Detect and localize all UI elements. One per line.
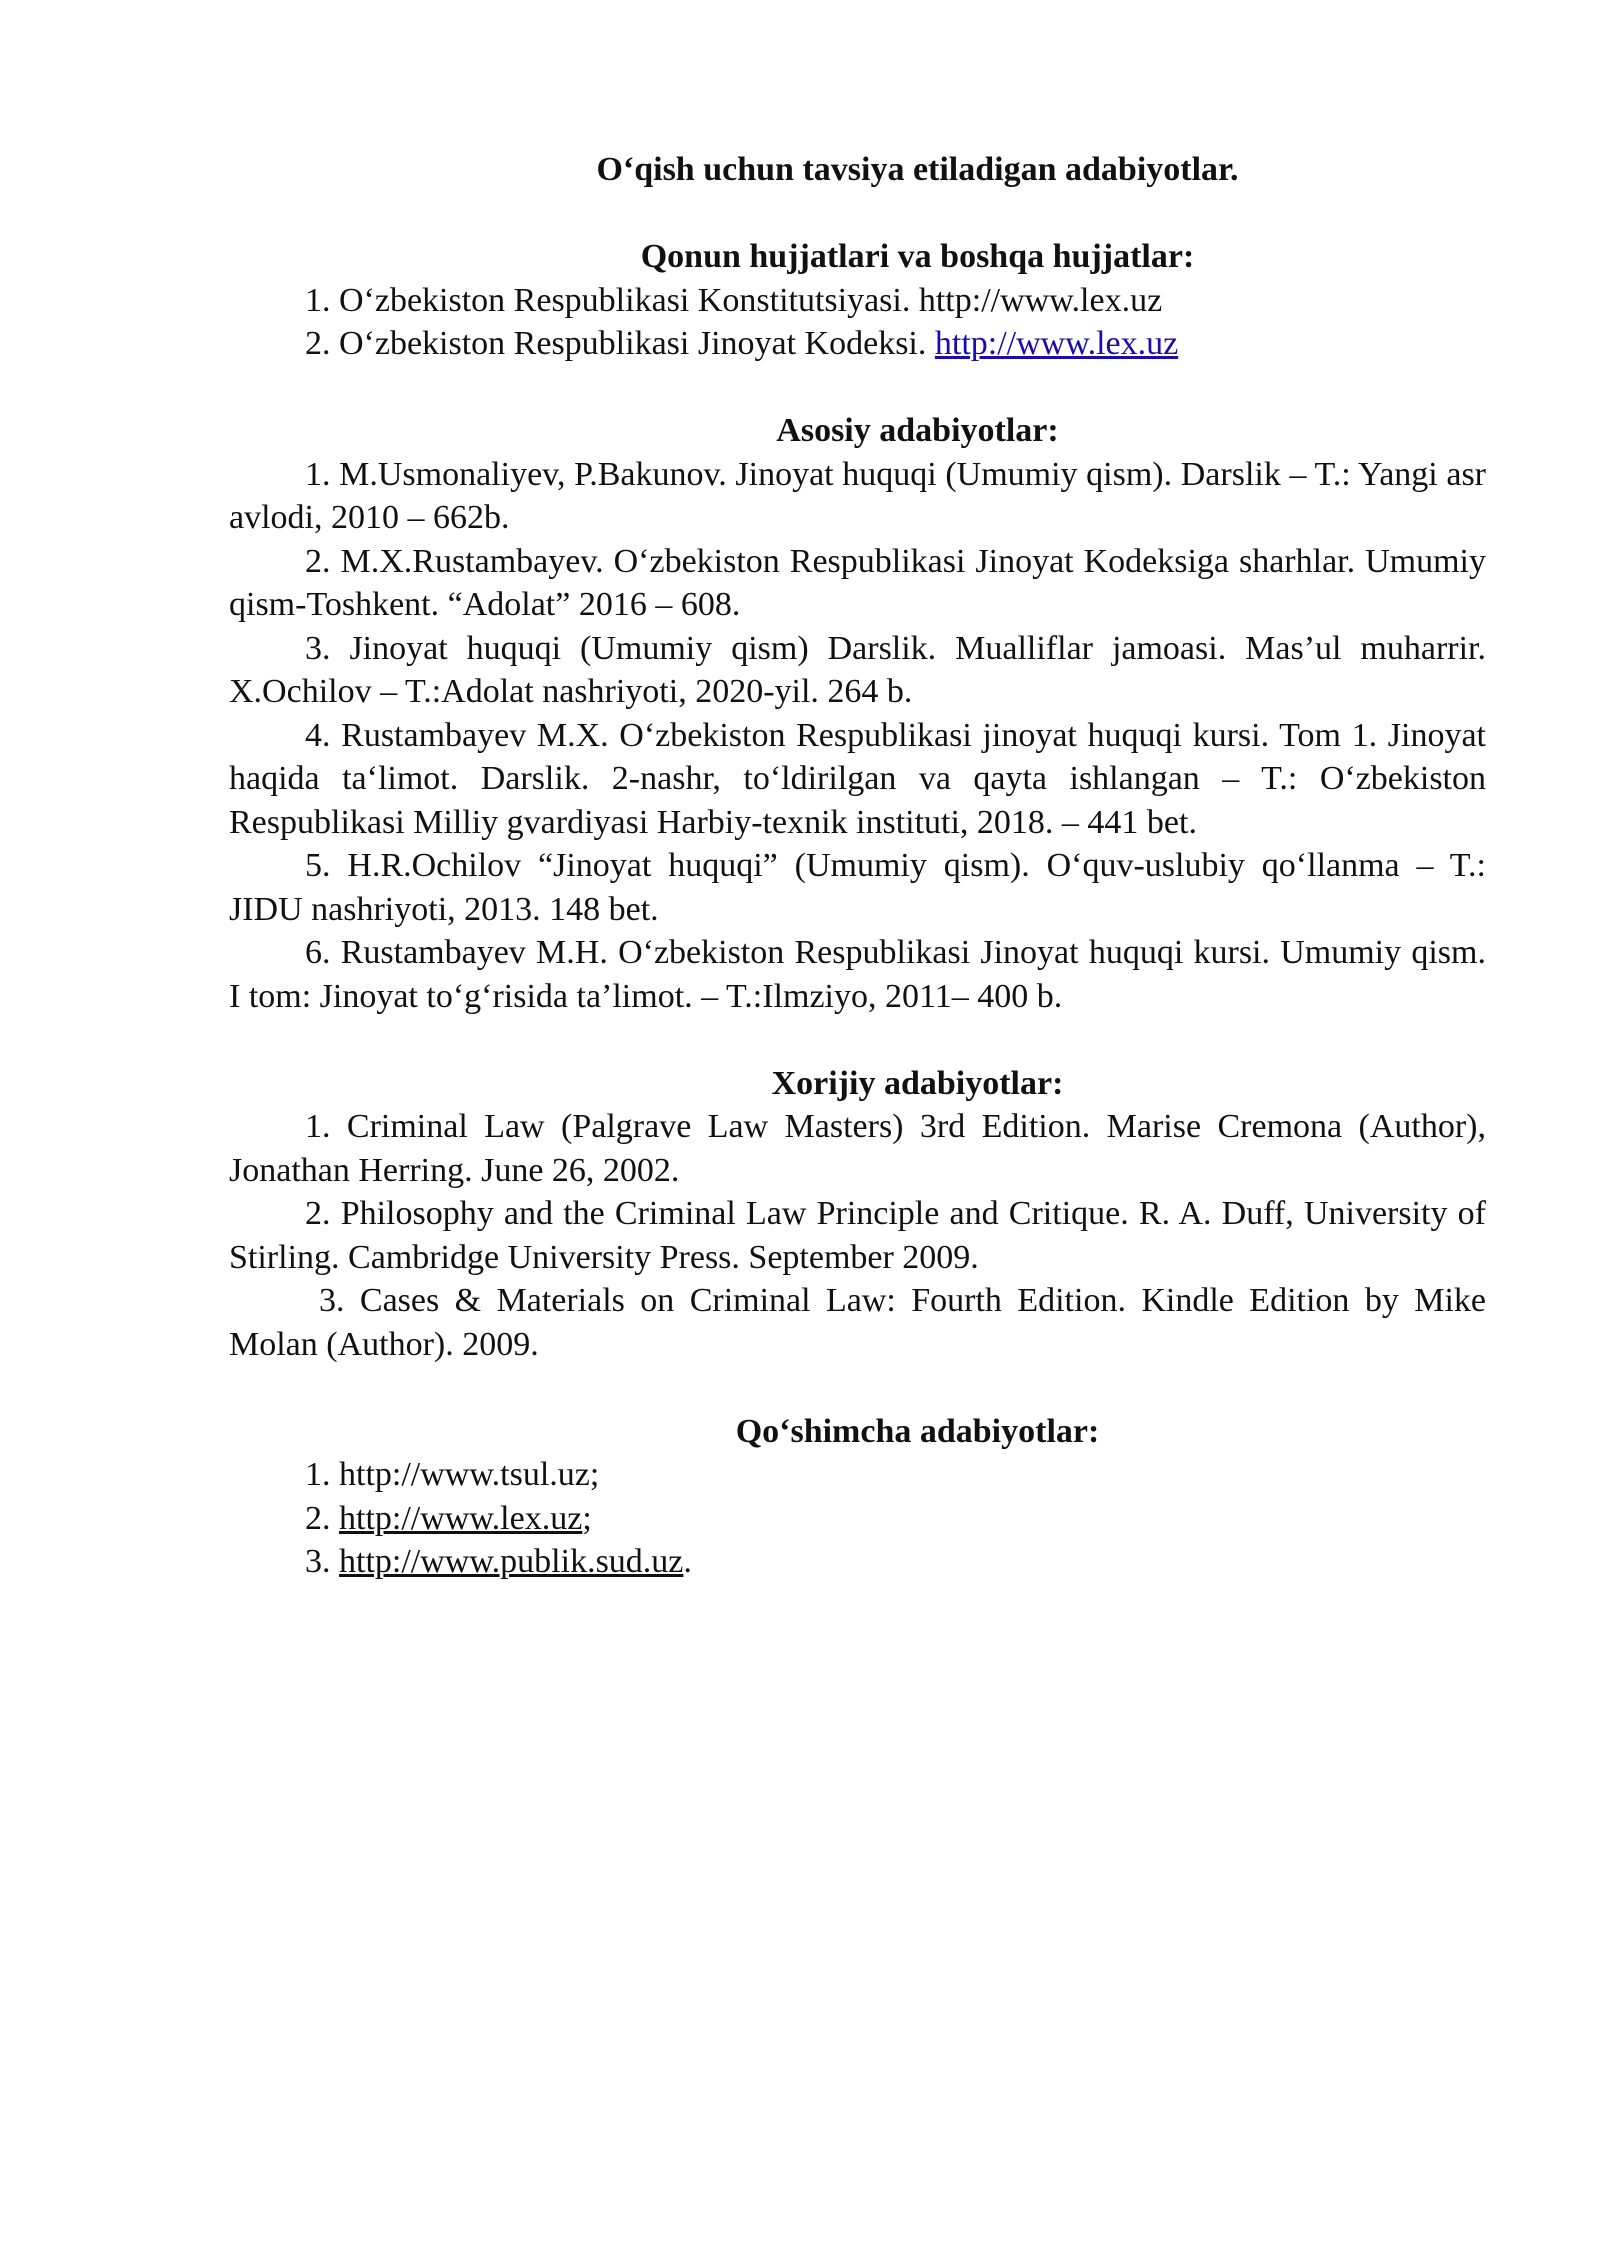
spacer [229, 192, 1486, 236]
main-lit-item-3: 3. Jinoyat huquqi (Umumiy qism) Darslik. Mualliflar jamoasi. Mas’ul muharrir. X.Ochilov – T.:Adolat nashriyoti, 2020-yil. 264 b. [229, 629, 1486, 710]
foreign-lit-heading: Xorijiy adabiyotlar: [771, 1064, 1064, 1102]
laws-item-1: 1. O‘zbekiston Respublikasi Konstitutsiyasi. http://www.lex.uz [305, 281, 1163, 319]
extra-lit-item-2-end: ; [582, 1499, 592, 1537]
publik-sud-link[interactable]: http://www.publik.sud.uz [339, 1543, 684, 1580]
document-page [229, 148, 1486, 1584]
main-lit-heading: Asosiy adabiyotlar: [776, 412, 1059, 449]
main-lit-item-6: 6. Rustambayev M.H. O‘zbekiston Respublikasi Jinoyat huquqi kursi. Umumiy qism. I tom: Jinoyat to‘g‘risida ta’limot. – T.:Ilmziyo, 2011– 400 b. [229, 934, 1486, 1015]
extra-lit-heading: Qo‘shimcha adabiyotlar: [735, 1412, 1100, 1450]
main-lit-item-4: 4. Rustambayev M.X. O‘zbekiston Respublikasi jinoyat huquqi kursi. Tom 1. Jinoyat haqida ta‘limot. Darslik. 2-nashr, to‘ldirilgan va qayta ishlangan – T.: O‘zbekiston Respublikasi Milliy gvardiyasi Harbiy-texnik instituti, 2018. – 441 bet. [229, 716, 1486, 841]
spacer [229, 1366, 1486, 1410]
laws-heading: Qonun hujjatlari va boshqa hujjatlar: [640, 238, 1195, 275]
spacer [229, 1018, 1486, 1062]
foreign-lit-item-1: 1. Criminal Law (Palgrave Law Masters) 3rd Edition. Marise Cremona (Author), Jonathan Herring. June 26, 2002. [229, 1108, 1486, 1189]
extra-lit-item-1: 1. http://www.tsul.uz; [305, 1456, 600, 1493]
extra-lit-item-2-number: 2. [305, 1499, 339, 1537]
page-title: O‘qish uchun tavsiya etiladigan adabiyotlar. [596, 151, 1239, 188]
spacer [229, 366, 1486, 410]
extra-lit-item-2 [229, 1497, 1486, 1541]
lex-uz-link-2[interactable]: http://www.lex.uz [339, 1499, 583, 1537]
laws-item-2-text: 2. O‘zbekiston Respublikasi Jinoyat Kodeksi. [305, 325, 935, 362]
laws-item-2 [229, 322, 1486, 366]
extra-lit-item-3 [229, 1540, 1486, 1584]
foreign-lit-item-2: 2. Philosophy and the Criminal Law Principle and Critique. R. A. Duff, University of Stirling. Cambridge University Press. September 2009. [229, 1195, 1486, 1276]
extra-lit-item-3-end: . [683, 1543, 692, 1580]
extra-lit-item-3-number: 3. [305, 1543, 339, 1580]
main-lit-item-1: 1. M.Usmonaliyev, P.Bakunov. Jinoyat huquqi (Umumiy qism). Darslik – T.: Yangi asr avlodi, 2010 – 662b. [229, 455, 1486, 536]
main-lit-item-2: 2. M.X.Rustambayev. O‘zbekiston Respublikasi Jinoyat Kodeksiga sharhlar. Umumiy qism-Toshkent. “Adolat” 2016 – 608. [229, 542, 1486, 623]
main-lit-item-5: 5. H.R.Ochilov “Jinoyat huquqi” (Umumiy qism). O‘quv-uslubiy qo‘llanma – T.: JIDU nashriyoti, 2013. 148 bet. [229, 847, 1486, 928]
foreign-lit-item-3: 3. Cases & Materials on Criminal Law: Fourth Edition. Kindle Edition by Mike Molan (Author). 2009. [229, 1282, 1486, 1363]
lex-uz-link[interactable]: http://www.lex.uz [934, 325, 1179, 362]
